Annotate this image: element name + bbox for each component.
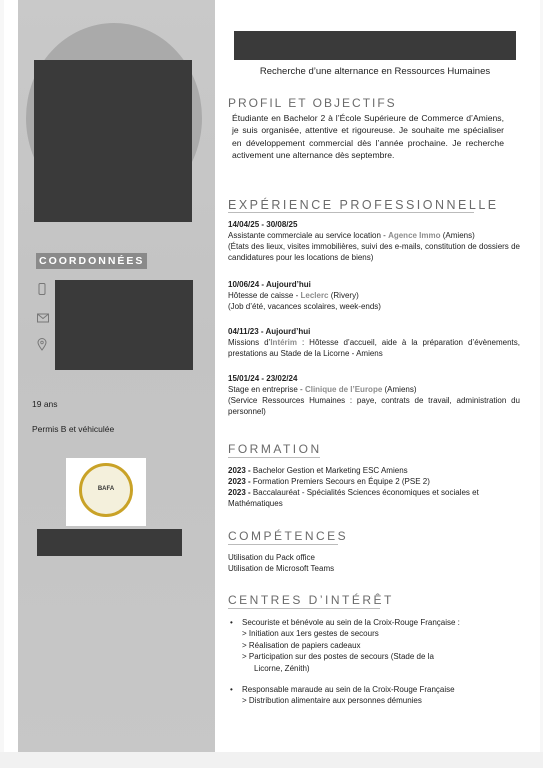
profile-photo-redacted bbox=[34, 60, 192, 222]
skills-title: COMPÉTENCES bbox=[228, 529, 349, 543]
bullet-icon: • bbox=[230, 618, 233, 627]
job-description: : Hôtesse d’accueil, aide à la préparation d’évènements, prestations au Stade de la Licorne - Amiens bbox=[228, 338, 520, 358]
job-detail: (Service Ressources Humaines : paye, contrats de travail, administration du personnel) bbox=[228, 396, 520, 416]
formation-item: 2023 - Bachelor Gestion et Marketing ESC Amiens bbox=[228, 466, 408, 475]
job-item bbox=[228, 373, 520, 417]
laurel-icon bbox=[79, 463, 133, 517]
job-employer: Agence Immo bbox=[388, 231, 441, 240]
interest-subitem: > Participation sur des postes de secours (Stade de la bbox=[242, 652, 434, 662]
name-redacted bbox=[234, 31, 516, 60]
job-location: (Rivery) bbox=[328, 291, 359, 300]
job-employer: Intérim bbox=[270, 338, 297, 347]
job-role: Hôtesse de caisse - bbox=[228, 291, 301, 300]
job-employer: Leclerc bbox=[300, 291, 329, 300]
formation-underline bbox=[228, 457, 320, 458]
license-text: Permis B et véhiculée bbox=[32, 424, 115, 434]
profile-text: Étudiante en Bachelor 2 à l’École Supérieure de Commerce d’Amiens, je suis organisée, attentive et rigoureuse. Je souhaite me spécialiser en développement commercial dès l’année prochaine. Je recherche activement une alternance dès septembre. bbox=[232, 113, 504, 161]
job-role: Missions d’ bbox=[228, 338, 271, 347]
bafa-badge bbox=[66, 458, 146, 526]
mail-icon bbox=[37, 313, 47, 325]
job-date: 10/06/24 - Aujourd’hui bbox=[228, 280, 311, 289]
job-role: Assistante commerciale au service location - bbox=[228, 231, 389, 240]
contact-details-redacted bbox=[55, 280, 193, 370]
job-detail: (Job d’été, vacances scolaires, week-ends) bbox=[228, 302, 381, 311]
skills-list bbox=[228, 552, 520, 574]
contact-title: COORDONNÉES bbox=[36, 253, 147, 269]
page-bottom-edge bbox=[0, 752, 543, 768]
job-employer: Clinique de l’Europe bbox=[304, 385, 383, 394]
bullet-icon: • bbox=[230, 685, 233, 695]
skill-item: Utilisation du Pack office bbox=[228, 553, 316, 562]
job-detail: (États des lieux, visites immobilières, suivi des e-mails, constitution de dossiers de candidatures pour les locations de biens) bbox=[228, 242, 520, 262]
interests-list bbox=[230, 617, 520, 707]
skill-item: Utilisation de Microsoft Teams bbox=[228, 564, 335, 573]
interest-item: • Responsable maraude au sein de la Croix-Rouge Française bbox=[230, 685, 455, 695]
profile-title: PROFIL ET OBJECTIFS bbox=[228, 96, 397, 110]
job-date: 15/01/24 - 23/02/24 bbox=[228, 374, 298, 383]
job-location: (Amiens) bbox=[382, 385, 417, 394]
skills-underline bbox=[228, 544, 338, 545]
job-date: 04/11/23 - Aujourd’hui bbox=[228, 327, 311, 336]
job-date: 14/04/25 - 30/08/25 bbox=[228, 220, 298, 229]
job-item bbox=[228, 219, 520, 263]
experience-underline bbox=[228, 212, 474, 213]
interests-underline bbox=[228, 608, 380, 609]
interest-subitem: > Réalisation de papiers cadeaux bbox=[242, 640, 361, 650]
interest-subitem: Licorne, Zénith) bbox=[254, 663, 310, 673]
location-icon bbox=[37, 338, 47, 350]
formation-list bbox=[228, 465, 508, 509]
job-location: (Amiens) bbox=[440, 231, 475, 240]
sidebar-bottom-redacted bbox=[37, 529, 182, 556]
interests-title: CENTRES D’INTÉRÊT bbox=[228, 593, 394, 607]
age-text: 19 ans bbox=[32, 399, 58, 409]
phone-icon bbox=[37, 283, 47, 295]
interest-item: • Secouriste et bénévole au sein de la Croix-Rouge Française : bbox=[230, 618, 460, 627]
interest-subitem: > Initiation aux 1ers gestes de secours bbox=[242, 629, 379, 639]
formation-title: FORMATION bbox=[228, 442, 322, 456]
badge-label: BAFA bbox=[97, 486, 115, 492]
interest-subitem: > Distribution alimentaire aux personnes démunies bbox=[242, 696, 422, 706]
formation-item: 2023 - Formation Premiers Secours en Équipe 2 (PSE 2) bbox=[228, 477, 430, 486]
experience-title: EXPÉRIENCE PROFESSIONNELLE bbox=[228, 198, 499, 212]
job-item bbox=[228, 279, 520, 312]
job-item bbox=[228, 326, 520, 359]
formation-item: 2023 - Baccalauréat - Spécialités Sciences économiques et sociales et Mathématiques bbox=[228, 488, 479, 508]
job-role: Stage en entreprise - bbox=[228, 385, 305, 394]
header-subtitle: Recherche d’une alternance en Ressources Humaines bbox=[259, 66, 491, 77]
